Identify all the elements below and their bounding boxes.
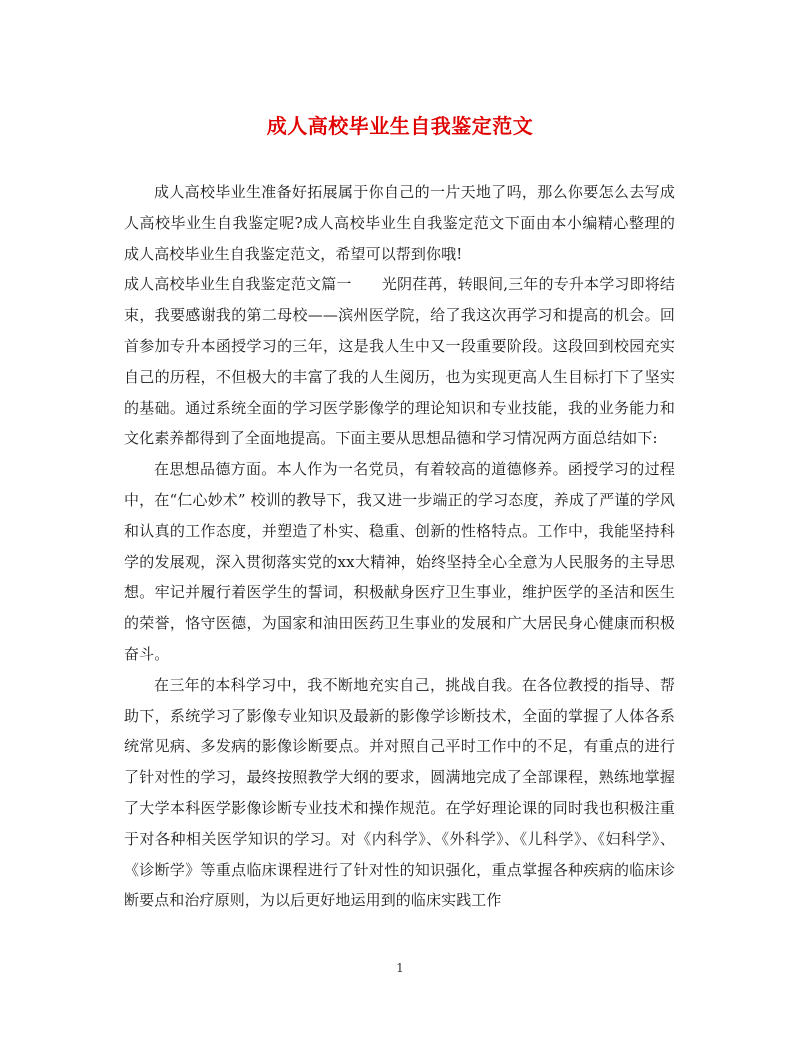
paragraph-study: 在三年的本科学习中，我不断地充实自己，挑战自我。在各位教授的指导、帮助下，系统学习了影像专业知识及最新的影像学诊断技术，全面的掌握了人体各系统常见病、多发病的影像诊断要点。并对照自己平时工作中的不足，有重点的进行了针对性的学习，最终按照教学大纲的要求，圆满地完成了全部课程，熟练地掌握了大学本科医学影像诊断专业技术和操作规范。在学好理论课的同时我也积极注重于对各种相关医学知识的学习。对《内科学》、《外科学》、《儿科学》、《妇科学》、《诊断学》等重点临床课程进行了针对性的知识强化，重点掌握各种疾病的临床诊断要点和治疗原则，为以后更好地运用到的临床实践工作 (124, 675, 675, 910)
page-number: 1 (396, 961, 404, 975)
document-body (124, 177, 675, 916)
document-title: 成人高校毕业生自我鉴定范文 (266, 114, 534, 138)
paragraph-section-one: 成人高校毕业生自我鉴定范文篇一 光阴荏苒，转眼间,三年的专升本学习即将结束，我要感谢我的第二母校——滨州医学院，给了我这次再学习和提高的机会。回首参加专升本函授学习的三年，这是我人生中又一段重要阶段。这段回到校园充实自己的历程，不但极大的丰富了我的人生阅历，也为实现更高人生目标打下了坚实的基础。通过系统全面的学习医学影像学的理论知识和专业技能，我的业务能力和文化素养都得到了全面地提高。下面主要从思想品德和学习情况两方面总结如下: (124, 275, 675, 448)
paragraph-moral-character: 在思想品德方面。本人作为一名党员，有着较高的道德修养。函授学习的过程中，在“仁心妙术” 校训的教导下，我又进一步端正的学习态度，养成了严谨的学风和认真的工作态度，并塑造了朴实、稳重、创新的性格特点。工作中，我能坚持科学的发展观，深入贯彻落实党的xx大精神，始终坚持全心全意为人民服务的主导思想。牢记并履行着医学生的誓词，积极献身医疗卫生事业，维护医学的圣洁和医生的荣誉，恪守医德，为国家和油田医药卫生事业的发展和广大居民身心健康而积极奋斗。 (124, 460, 675, 663)
paragraph-intro: 成人高校毕业生准备好拓展属于你自己的一片天地了吗，那么你要怎么去写成人高校毕业生自我鉴定呢?成人高校毕业生自我鉴定范文下面由本小编精心整理的成人高校毕业生自我鉴定范文，希望可以帮到你哦! (124, 183, 675, 263)
